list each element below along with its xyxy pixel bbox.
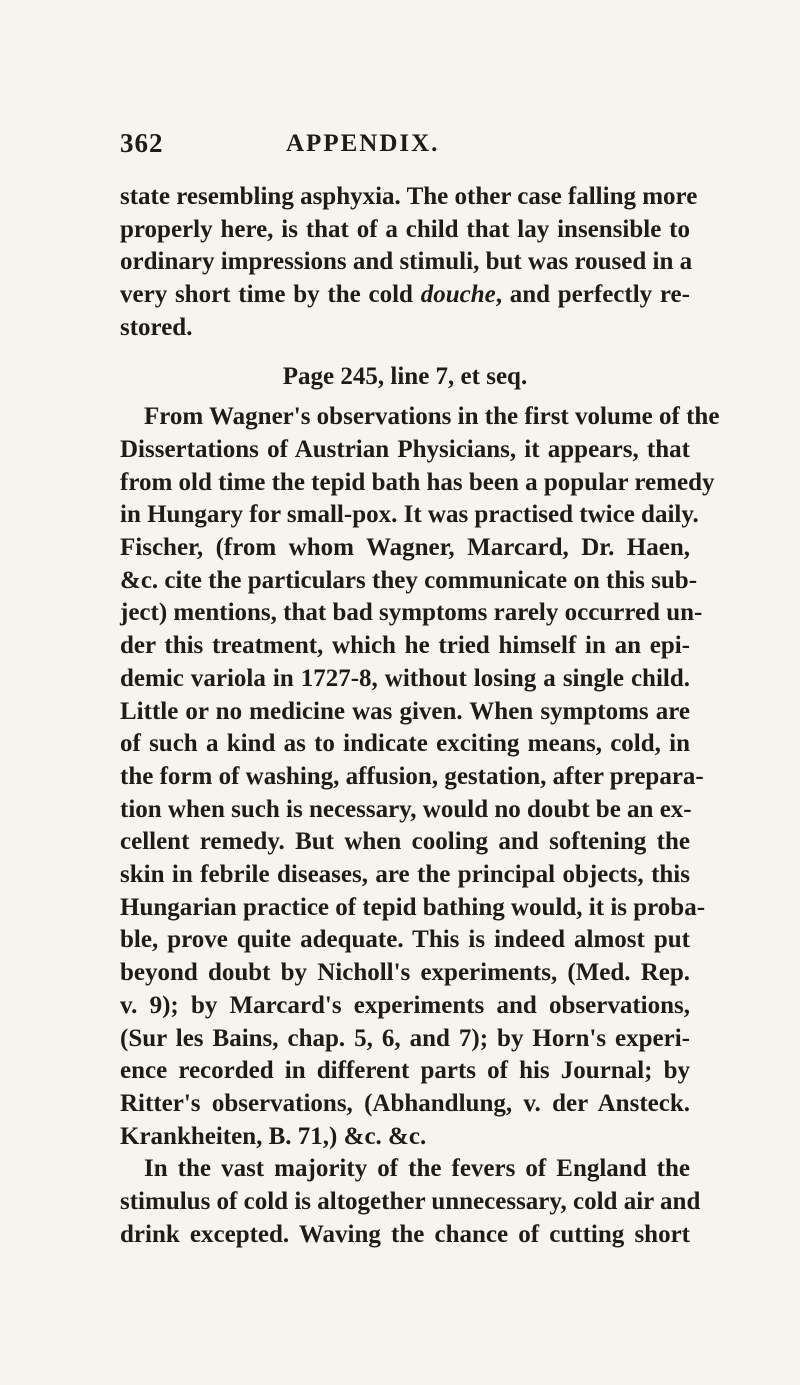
- text-line: of such a kind as to indicate exciting means, cold, in: [120, 730, 690, 758]
- body-text: [120, 181, 720, 1252]
- running-title: APPENDIX.: [286, 130, 440, 157]
- text-line: ject) mentions, that bad symptoms rarely occurred un-: [120, 599, 703, 627]
- paragraph-2: [120, 401, 720, 1153]
- text-line: properly here, is that of a child that lay insensible to: [120, 215, 690, 243]
- text-line: ence recorded in different parts of his Journal; by: [120, 1057, 690, 1085]
- text-line: Fischer, (from whom Wagner, Marcard, Dr. Haen,: [120, 534, 690, 562]
- text-line: der this treatment, which he tried himself in an epi-: [120, 632, 690, 660]
- text-line: In the vast majority of the fevers of England the: [144, 1155, 690, 1183]
- text-line: stimulus of cold is altogether unnecessary, cold air and: [120, 1188, 701, 1216]
- text-line: From Wagner's observations in the first volume of the: [144, 403, 720, 431]
- text-line: beyond doubt by Nicholl's experiments, (Med. Rep.: [120, 959, 690, 987]
- text-line: Ritter's observations, (Abhandlung, v. der Ansteck.: [120, 1089, 690, 1117]
- text-line: stored.: [120, 313, 193, 341]
- section-subheading: Page 245, line 7, et seq.: [282, 362, 528, 390]
- text-line: the form of washing, affusion, gestation, after prepara-: [120, 762, 704, 790]
- page-number: 362: [120, 128, 164, 158]
- text-line: [120, 279, 690, 312]
- text-line: Krankheiten, B. 71,) &c. &c.: [120, 1122, 427, 1150]
- text-line: Little or no medicine was given. When symptoms are: [120, 697, 690, 725]
- text-line: &c. cite the particulars they communicate on this sub-: [120, 566, 698, 594]
- text-segment: , and perfectly re-: [495, 281, 690, 309]
- text-line: drink excepted. Waving the chance of cutting short: [120, 1220, 690, 1248]
- text-line: state resembling asphyxia. The other case falling more: [120, 183, 698, 210]
- text-line: v. 9); by Marcard's experiments and observations,: [120, 991, 690, 1019]
- text-line: tion when such is necessary, would no doubt be an ex-: [120, 795, 692, 823]
- text-line: Hungarian practice of tepid bathing would, it is proba-: [120, 893, 706, 921]
- text-line: ble, prove quite adequate. This is indeed almost put: [120, 926, 690, 954]
- italic-word: douche: [420, 281, 496, 309]
- text-line: cellent remedy. But when cooling and softening the: [120, 828, 690, 856]
- text-line: Dissertations of Austrian Physicians, it appears, that: [120, 435, 690, 463]
- text-line: from old time the tepid bath has been a popular remedy: [120, 468, 715, 496]
- paragraph-1: [120, 181, 698, 345]
- text-line: (Sur les Bains, chap. 5, 6, and 7); by Horn's experi-: [120, 1024, 690, 1052]
- text-line: skin in febrile diseases, are the principal objects, this: [120, 861, 690, 889]
- paragraph-3: [120, 1153, 701, 1251]
- text-line: ordinary impressions and stimuli, but was roused in a: [120, 248, 693, 276]
- text-segment: very short time by the cold: [120, 281, 421, 309]
- page-header: [120, 128, 680, 164]
- text-line: in Hungary for small-pox. It was practised twice daily.: [120, 501, 699, 529]
- text-line: demic variola in 1727-8, without losing a single child.: [120, 664, 690, 692]
